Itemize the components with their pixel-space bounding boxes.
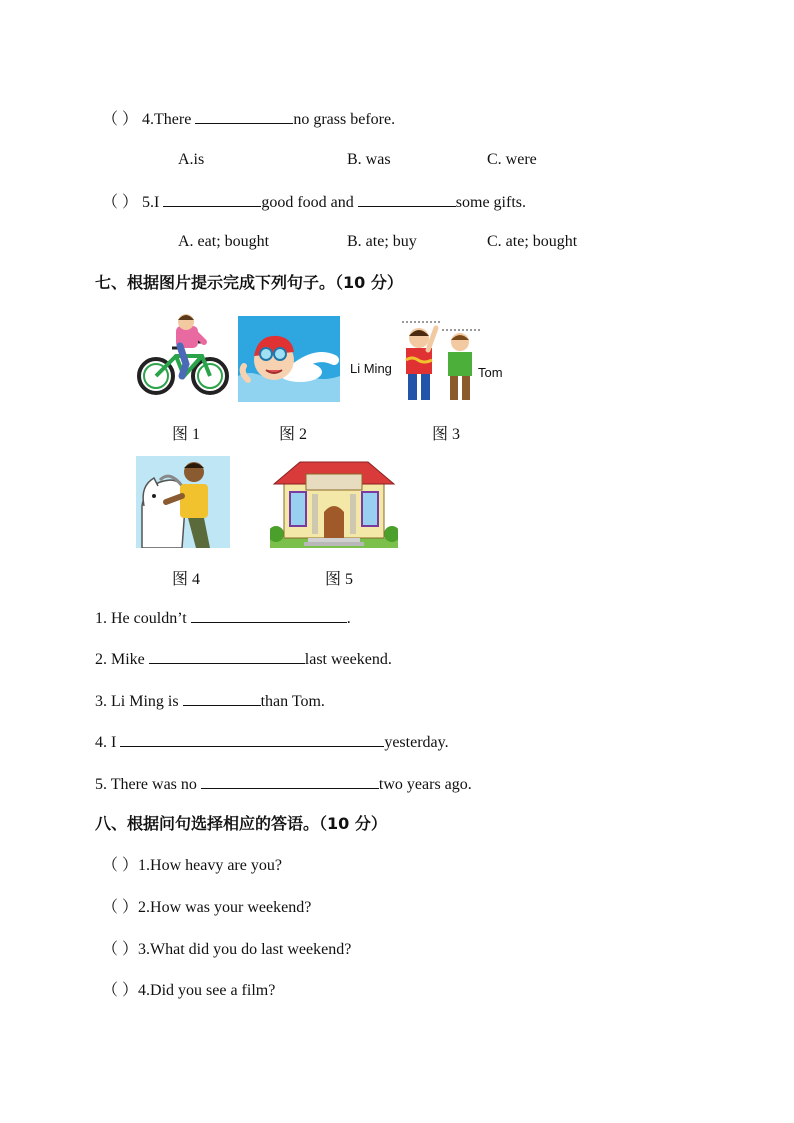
section-score: 10 bbox=[343, 273, 366, 292]
sentence-text: 2. Mike bbox=[95, 651, 145, 668]
answer-blank[interactable] bbox=[120, 731, 384, 747]
sentence-2 bbox=[95, 648, 392, 670]
section-8-heading bbox=[95, 814, 387, 834]
answer-blank[interactable] bbox=[149, 648, 305, 664]
sentence-text: yesterday. bbox=[384, 734, 449, 751]
fig3-name-li-ming: Li Ming bbox=[350, 361, 392, 376]
sentence-text: 4. I bbox=[95, 734, 117, 751]
option-a[interactable]: A. eat; bought bbox=[178, 233, 270, 250]
section-7-heading bbox=[95, 273, 403, 293]
sentence-text: last weekend. bbox=[304, 651, 392, 668]
figure-label-4: 图 4 bbox=[172, 571, 201, 588]
sentence-text: 5. There was no bbox=[95, 776, 197, 793]
answer-blank[interactable] bbox=[191, 607, 347, 623]
section-score-suffix: 分） bbox=[349, 814, 387, 833]
figure-label-2: 图 2 bbox=[279, 426, 308, 443]
fig3-name-tom: Tom bbox=[478, 365, 503, 380]
answer-blank[interactable] bbox=[183, 690, 261, 706]
s8-question-3 bbox=[102, 940, 351, 960]
question-text: I bbox=[154, 194, 160, 211]
sentence-5 bbox=[95, 773, 472, 795]
question-text: 4.Did you see a film? bbox=[138, 982, 276, 999]
answer-blank[interactable] bbox=[358, 191, 456, 207]
question-text: good food and bbox=[261, 194, 354, 211]
s8-question-4 bbox=[102, 981, 275, 1001]
section-title: 七、根据图片提示完成下列句子。（ bbox=[95, 273, 344, 292]
picture-1-bike bbox=[136, 312, 230, 398]
question-4-row bbox=[102, 108, 395, 130]
answer-paren[interactable]: （ ） bbox=[102, 194, 139, 211]
s8-question-1 bbox=[102, 856, 282, 876]
sentence-text: 1. He couldn’t bbox=[95, 610, 187, 627]
answer-blank[interactable] bbox=[195, 108, 293, 124]
picture-3-height bbox=[398, 316, 488, 402]
figure-label-5: 图 5 bbox=[325, 571, 354, 588]
question-text: 2.How was your weekend? bbox=[138, 899, 312, 916]
question-5-row bbox=[102, 191, 526, 213]
s8-question-2 bbox=[102, 898, 311, 918]
question-text: no grass before. bbox=[293, 111, 396, 128]
sentence-3 bbox=[95, 690, 325, 712]
sentence-4 bbox=[95, 731, 449, 753]
answer-paren[interactable]: （ ） bbox=[102, 899, 139, 916]
sentence-text: than Tom. bbox=[260, 693, 325, 710]
option-c[interactable]: C. were bbox=[487, 151, 537, 168]
picture-2-swimming bbox=[238, 316, 340, 402]
sentence-text: . bbox=[346, 610, 351, 627]
section-score-suffix: 分） bbox=[365, 273, 403, 292]
answer-paren[interactable]: （ ） bbox=[102, 941, 139, 958]
figure-label-1: 图 1 bbox=[172, 426, 201, 443]
sentence-text: two years ago. bbox=[378, 776, 472, 793]
question-number: 5. bbox=[142, 194, 155, 211]
picture-5-house bbox=[270, 458, 398, 548]
section-score: 10 bbox=[327, 814, 350, 833]
question-text: some gifts. bbox=[455, 194, 526, 211]
option-c[interactable]: C. ate; bought bbox=[487, 233, 578, 250]
question-number: 4. bbox=[142, 111, 155, 128]
sentence-1 bbox=[95, 607, 351, 629]
option-b[interactable]: B. ate; buy bbox=[347, 233, 417, 250]
section-title: 八、根据问句选择相应的答语。（ bbox=[95, 814, 328, 833]
picture-4-horse bbox=[136, 456, 230, 548]
answer-paren[interactable]: （ ） bbox=[102, 982, 139, 999]
question-text: There bbox=[154, 111, 192, 128]
answer-blank[interactable] bbox=[201, 773, 379, 789]
option-b[interactable]: B. was bbox=[347, 151, 391, 168]
answer-paren[interactable]: （ ） bbox=[102, 111, 139, 128]
answer-paren[interactable]: （ ） bbox=[102, 857, 139, 874]
figure-label-3: 图 3 bbox=[432, 426, 461, 443]
answer-blank[interactable] bbox=[163, 191, 261, 207]
sentence-text: 3. Li Ming is bbox=[95, 693, 179, 710]
question-text: 1.How heavy are you? bbox=[138, 857, 282, 874]
question-text: 3.What did you do last weekend? bbox=[138, 941, 352, 958]
option-a[interactable]: A.is bbox=[178, 151, 205, 168]
